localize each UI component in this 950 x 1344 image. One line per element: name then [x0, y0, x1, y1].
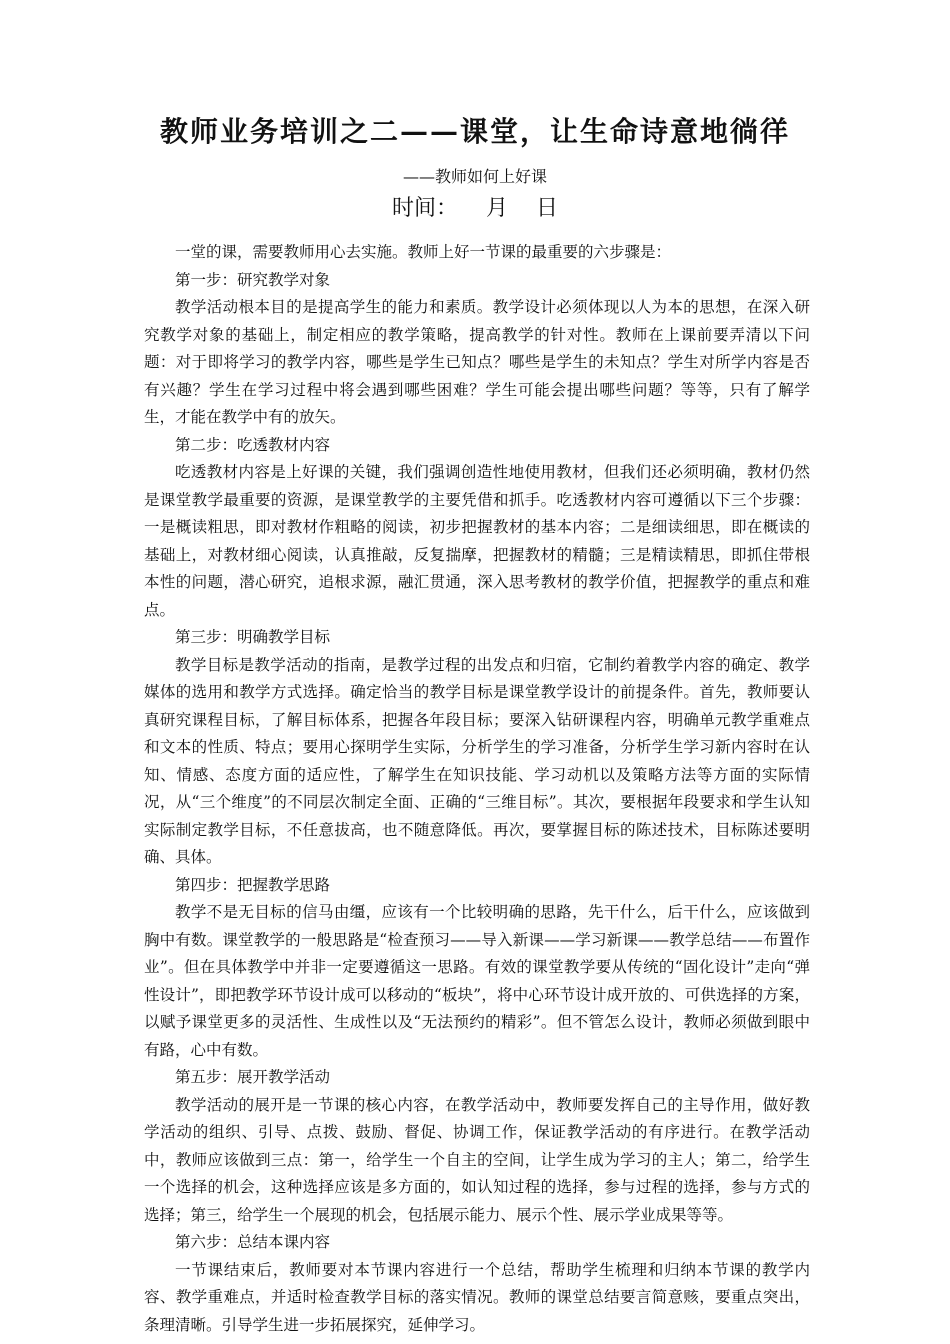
step-heading: 第二步：吃透教材内容	[175, 435, 331, 454]
step-heading: 第四步：把握教学思路	[175, 875, 331, 894]
step-heading: 第五步：展开教学活动	[175, 1068, 331, 1086]
body-paragraph: 教学目标是教学活动的指南，是教学过程的出发点和归宿，它制约着教学内容的确定、教学媒体的选用和教学方式选择。确定恰当的教学目标是课堂教学设计的前提条件。首先，教师要认真研究课程目标，了解目标体系，把握各年段目标；要深入钻研课程内容，明确单元教学重难点和文本的性质、特点；要用心探明学生实际，分析学生的学习准备，分析学生学习新内容时在认知、情感、态度方面的适应性，了解学生在知识技能、学习动机以及策略方法等方面的实际情况，从“三个维度”的不同层次制定全面、正确的“三维目标”。其次，要根据年段要求和学生认知实际制定教学目标，不任意拔高，也不随意降低。再次，要掌握目标的陈述技术，目标陈述要明确、具体。	[144, 655, 810, 866]
document-body	[144, 239, 810, 1339]
intro-paragraph: 一堂的课，需要教师用心去实施。教师上好一节课的最重要的六步骤是：	[175, 243, 672, 261]
step-heading: 第三步：明确教学目标	[175, 628, 331, 646]
body-paragraph: 一节课结束后，教师要对本节课内容进行一个总结，帮助学生梳理和归纳本节课的教学内容、教学重难点，并适时检查教学目标的落实情况。教师的课堂总结要言简意赅，要重点突出，条理清晰。引导学生进一步拓展探究，延伸学习。	[144, 1260, 810, 1334]
step-heading: 第六步：总结本课内容	[175, 1233, 331, 1251]
date-line: 时间： 月 日	[392, 196, 558, 221]
body-paragraph: 吃透教材内容是上好课的关键，我们强调创造性地使用教材，但我们还必须明确，教材仍然是课堂教学最重要的资源，是课堂教学的主要凭借和抓手。吃透教材内容可遵循以下三个步骤：一是概读粗思，即对教材作粗略的阅读，初步把握教材的基本内容；二是细读细思，即在概读的基础上，对教材细心阅读，认真推敲，反复揣摩，把握教材的精髓；三是精读精思，即抓住带根本性的问题，潜心研究，追根求源，融汇贯通，深入思考教材的教学价值，把握教学的重点和难点。	[144, 463, 810, 619]
document-title: 教师业务培训之二——课堂，让生命诗意地徜徉	[159, 115, 790, 148]
body-paragraph: 教学不是无目标的信马由缰，应该有一个比较明确的思路，先干什么，后干什么，应该做到胸中有数。课堂教学的一般思路是“检查预习——导入新课——学习新课——教学总结——布置作业”。但在具体教学中并非一定要遵循这一思路。有效的课堂教学要从传统的“固化设计”走向“弹性设计”，即把教学环节设计成可以移动的“板块”，将中心环节设计成开放的、可供选择的方案，以赋予课堂更多的灵活性、生成性以及“无法预约的精彩”。但不管怎么设计，教师必须做到眼中有路，心中有数。	[144, 903, 810, 1059]
body-paragraph: 教学活动的展开是一节课的核心内容，在教学活动中，教师要发挥自己的主导作用，做好教学活动的组织、引导、点拨、鼓励、督促、协调工作，保证教学活动的有序进行。在教学活动中，教师应该做到三点：第一，给学生一个自主的空间，让学生成为学习的主人；第二，给学生一个选择的机会，这种选择应该是多方面的，如认知过程的选择，参与过程的选择，参与方式的选择；第三，给学生一个展现的机会，包括展示能力、展示个性、展示学业成果等等。	[144, 1095, 810, 1224]
body-paragraph: 教学活动根本目的是提高学生的能力和素质。教学设计必须体现以人为本的思想，在深入研究教学对象的基础上，制定相应的教学策略，提高教学的针对性。教师在上课前要弄清以下问题：对于即将学习的教学内容，哪些是学生已知点？哪些是学生的未知点？学生对所学内容是否有兴趣？学生在学习过程中将会遇到哪些困难？学生可能会提出哪些问题？等等，只有了解学生，才能在教学中有的放矢。	[144, 298, 810, 426]
document-subtitle: ——教师如何上好课	[402, 167, 547, 186]
step-heading: 第一步：研究教学对象	[175, 270, 331, 289]
